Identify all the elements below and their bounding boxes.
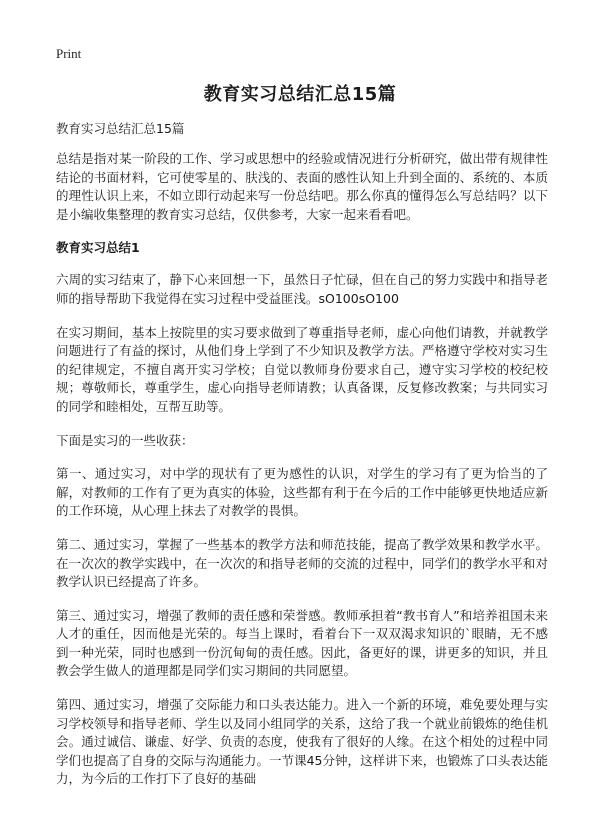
body-paragraph: 下面是实习的一些收获： [56, 432, 194, 448]
body-paragraph: 第二、通过实习，掌握了一些基本的教学方法和师范技能，提高了教学效果和教学水平。在一次次的教学实践中，在一次次的和指导老师的交流的过程中，同学们的教学水平和对教学认识已经提高了许多。 [56, 536, 548, 590]
document-title: 教育实习总结汇总15篇 [203, 84, 397, 105]
document-subtitle: 教育实习总结汇总15篇 [56, 121, 185, 136]
body-paragraph: 第四、通过实习，增强了交际能力和口头表达能力。进入一个新的环境，难免要处理与实习学校领导和指导老师、学生以及同小组同学的关系，这给了我一个就业前锻炼的绝佳机会。通过诚信、谦虚、好学、负责的态度，使我有了很好的人缘。在这个相处的过程中同学们也提高了自身的交际与沟通能力。一节课45分钟，这样讲下来，也锻炼了口头表达能力，为今后的工作打下了良好的基础 [56, 697, 548, 787]
body-paragraph: 第三、通过实习，增强了教师的责任感和荣誉感。教师承担着“教书育人”和培养祖国未来人才的重任，因而他是光荣的。每当上课时，看着台下一双双渴求知识的`眼睛，无不感到一种光荣，同时也感到一份沉甸甸的责任感。因此，备更好的课，讲更多的知识，并且教会学生做人的道理都是同学们实习期间的共同愿望。 [56, 607, 548, 679]
print-link[interactable]: Print [56, 46, 82, 61]
body-paragraph: 在实习期间，基本上按院里的实习要求做到了尊重指导老师，虚心向他们请教，并就教学问题进行了有益的探讨，从他们身上学到了不少知识及教学方法。严格遵守学校对实习生的纪律规定，不擅自离开实习学校；自觉以教师身份要求自己，遵守实习学校的校纪校规；尊敬师长，尊重学生，虚心向指导老师请教；认真备课，反复修改教案；与共同实习的同学和睦相处，互帮互助等。 [56, 324, 548, 414]
section-heading: 教育实习总结1 [56, 240, 140, 256]
body-paragraph: 六周的实习结束了，静下心来回想一下，虽然日子忙碌，但在自己的努力实践中和指导老师的指导帮助下我觉得在实习过程中受益匪浅。sO100sO100 [56, 272, 548, 306]
body-paragraph: 第一、通过实习，对中学的现状有了更为感性的认识，对学生的学习有了更为恰当的了解，对教师的工作有了更为真实的体验，这些都有利于在今后的工作中能够更快地适应新的工作环境，从心理上抹去了对教学的畏惧。 [56, 466, 548, 519]
document-body [56, 120, 548, 804]
intro-paragraph: 总结是指对某一阶段的工作、学习或思想中的经验或情况进行分析研究，做出带有规律性结论的书面材料，它可使零星的、肤浅的、表面的感性认知上升到全面的、系统的、本质的理性认识上来，不如立即行动起来写一份总结吧。那么你真的懂得怎么写总结吗？以下是小编收集整理的教育实习总结，仅供参考，大家一起来看看吧。 [56, 151, 548, 222]
